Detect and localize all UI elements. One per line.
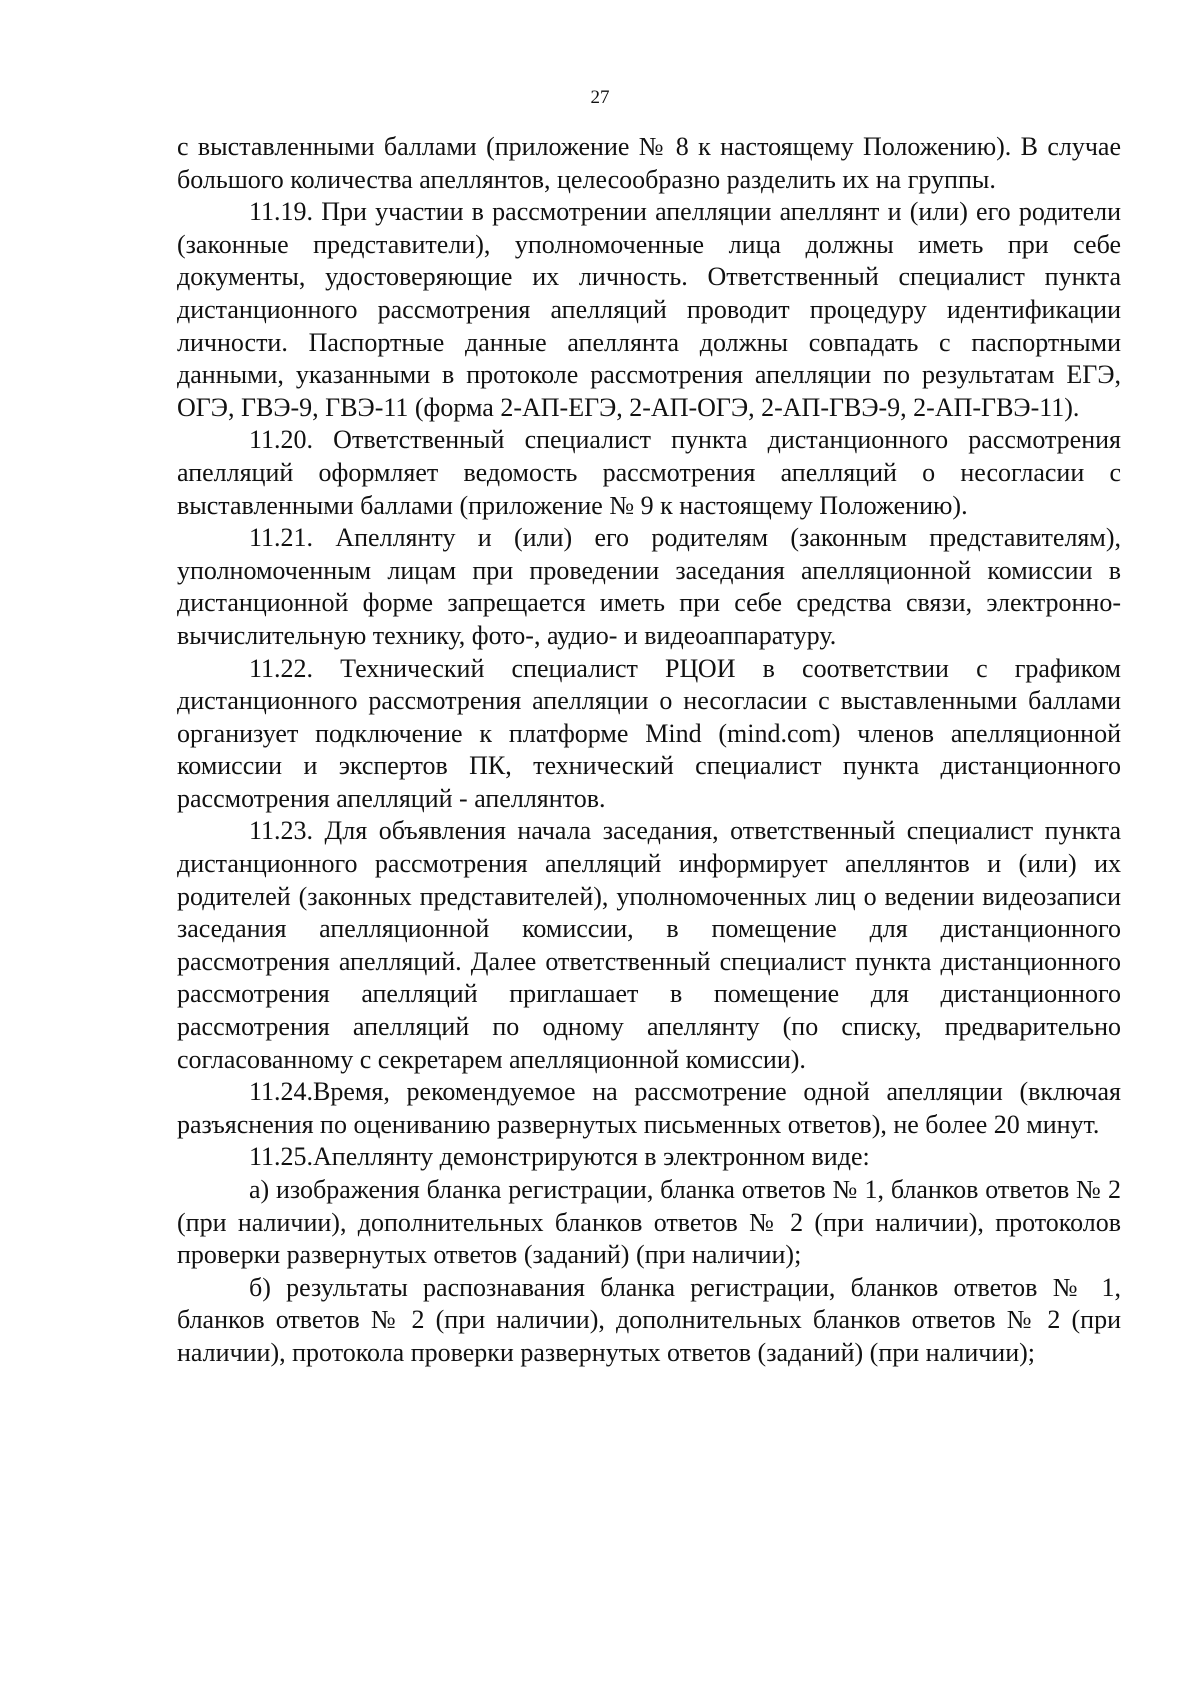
document-body (177, 131, 1121, 1370)
paragraph-11-21: 11.21. Апеллянту и (или) его родителям (законным представителям), уполномоченным лицам при проведении заседания апелляционной комиссии в дистанционной форме запрещается иметь при себе средства связи, электронно-вычислительную технику, фото-, аудио- и видеоаппаратуру. (177, 523, 1121, 650)
page-number: 27 (590, 87, 610, 108)
paragraph-11-19: 11.19. При участии в рассмотрении апелляции апеллянт и (или) его родители (законные представители), уполномоченные лица должны иметь при себе документы, удостоверяющие их личность. Ответственный специалист пункта дистанционного рассмотрения апелляций проводит процедуру идентификации личности. Паспортные данные апеллянта должны совпадать с паспортными данными, указанными в протоколе рассмотрения апелляции по результатам ЕГЭ, ОГЭ, ГВЭ-9, ГВЭ-11 (форма 2-АП-ЕГЭ, 2-АП-ОГЭ, 2-АП-ГВЭ-9, 2-АП-ГВЭ-11). (177, 197, 1121, 422)
paragraph-11-25: 11.25.Апеллянту демонстрируются в электронном виде: (249, 1142, 870, 1172)
paragraph-11-24: 11.24.Время, рекомендуемое на рассмотрение одной апелляции (включая разъяснения по оцениванию развернутых письменных ответов), не более 20 минут. (177, 1077, 1121, 1139)
paragraph-11-20: 11.20. Ответственный специалист пункта дистанционного рассмотрения апелляций оформляет ведомость рассмотрения апелляций о несогласии с выставленными баллами (приложение № 9 к настоящему Положению). (177, 425, 1121, 520)
list-item-b: б) результаты распознавания бланка регистрации, бланков ответов № 1, бланков ответов № 2 (при наличии), дополнительных бланков ответов № 2 (при наличии), протокола проверки развернутых ответов (заданий) (при наличии); (177, 1272, 1121, 1367)
paragraph-11-22: 11.22. Технический специалист РЦОИ в соответствии с графиком дистанционного рассмотрения апелляции о несогласии с выставленными баллами организует подключение к платформе Mind (mind.com) членов апелляционной комиссии и экспертов ПК, технический специалист пункта дистанционного рассмотрения апелляций - апеллянтов. (177, 653, 1121, 813)
paragraph-continuation: с выставленными баллами (приложение № 8 к настоящему Положению). В случае большого количества апеллянтов, целесообразно разделить их на группы. (177, 132, 1121, 194)
paragraph-11-23: 11.23. Для объявления начала заседания, ответственный специалист пункта дистанционного рассмотрения апелляций информирует апеллянтов и (или) их родителей (законных представителей), уполномоченных лиц о ведении видеозаписи заседания апелляционной комиссии, в помещение для дистанционного рассмотрения апелляций. Далее ответственный специалист пункта дистанционного рассмотрения апелляций приглашает в помещение для дистанционного рассмотрения апелляций по одному апеллянту (по списку, предварительно согласованному с секретарем апелляционной комиссии). (177, 816, 1121, 1074)
list-item-a: а) изображения бланка регистрации, бланка ответов № 1, бланков ответов № 2 (при наличии), дополнительных бланков ответов № 2 (при наличии), протоколов проверки развернутых ответов (заданий) (при наличии); (177, 1175, 1121, 1270)
